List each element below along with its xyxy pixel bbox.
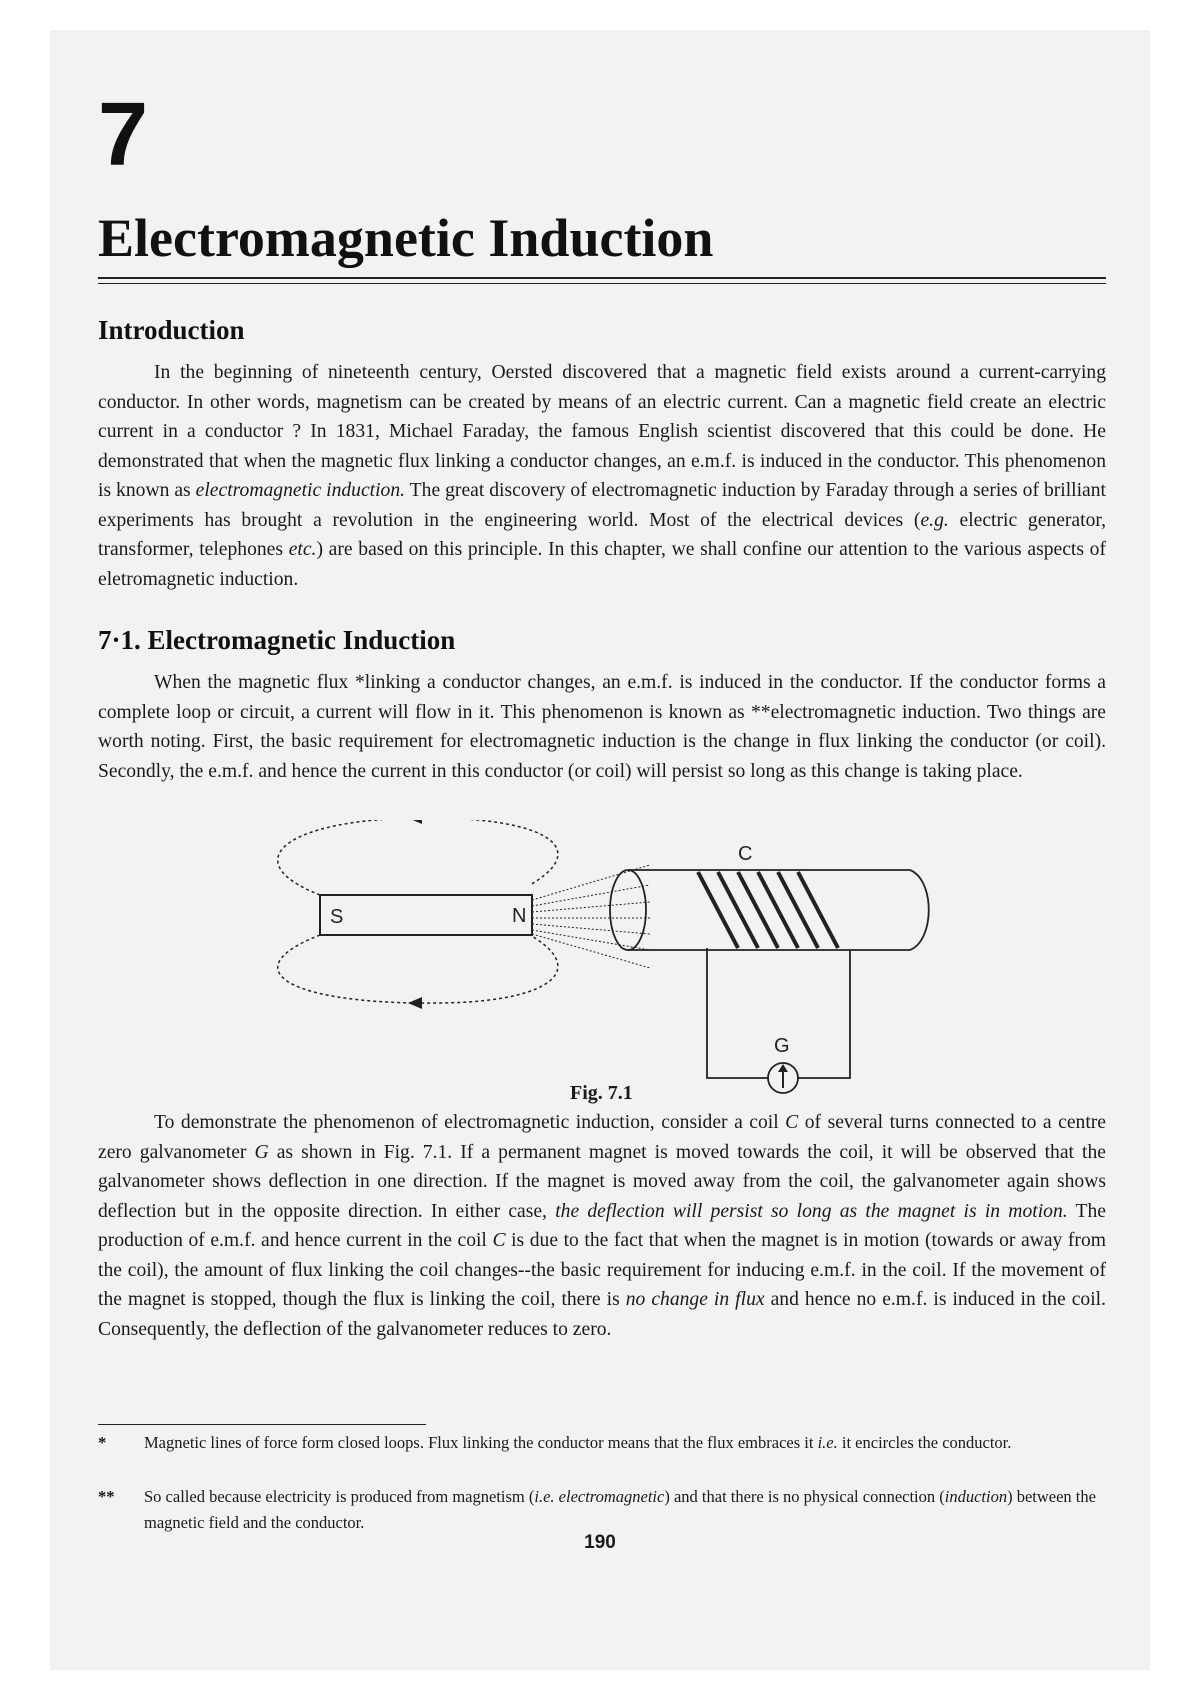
footnote-1 (98, 1430, 1106, 1456)
coil-windings (698, 872, 838, 948)
introduction-heading: Introduction (98, 315, 245, 345)
coil-end-left (610, 870, 646, 950)
figure-caption: Fig. 7.1 (570, 1082, 633, 1104)
figure-7-1-diagram (230, 820, 1010, 1120)
page-number: 190 (584, 1532, 616, 1553)
field-line-bottom (278, 935, 558, 1003)
chapter-number: 7 (98, 85, 149, 185)
galvanometer-label: G (774, 1035, 790, 1057)
coil-end-right (850, 870, 929, 950)
coil-label: C (738, 843, 753, 865)
footnote-1-text: Magnetic lines of force form closed loops. Flux linking the conductor means that the flux embraces it i.e. it encircles the conductor. (144, 1433, 1012, 1452)
term-emphasis: electromagnetic induction. (195, 480, 406, 501)
circuit-wire-left (707, 948, 768, 1078)
chapter-title: Electromagnetic Induction (98, 208, 714, 268)
introduction-paragraph: In the beginning of nineteenth century, Oersted discovered that a magnetic field exists around a current-carrying conductor. In other words, magnetism can be created by means of an electric current. Can a magnetic field create an electric current in a conductor ? In 1831, Michael Faraday, the famous English scientist discovered that this could be done. He demonstrated that when the magnetic flux linking a conductor changes, an e.m.f. is induced in the conductor. This phenomenon is known as electromagnetic induction. The great discovery of electromagnetic induction by Faraday through a series of brilliant experiments has brought a revolution in the engineering world. Most of the electrical devices (e.g. electric generator, transformer, telephones etc.) are based on this principle. In this chapter, we shall confine our attention to the various aspects of eletromagnetic induction. (98, 362, 1106, 590)
section-7-1-heading: 7·1. Electromagnetic Induction (98, 625, 456, 655)
demonstration-paragraph: To demonstrate the phenomenon of electromagnetic induction, consider a coil C of several turns connected to a centre zero galvanometer G as shown in Fig. 7.1. If a permanent magnet is moved towards the coil, it will be observed that the galvanometer shows deflection in one direction. If the magnet is moved away from the coil, the galvanometer again shows deflection but in the opposite direction. In either case, the deflection will persist so long as the magnet is in motion. The production of e.m.f. and hence current in the coil C is due to the fact that when the magnet is in motion (towards or away from the coil), the amount of flux linking the coil changes--the basic requirement for inducing e.m.f. in the coil. If the movement of the magnet is stopped, though the flux is linking the coil, there is no change in flux and hence no e.m.f. is induced in the coil. Consequently, the deflection of the galvanometer reduces to zero. (98, 1112, 1107, 1340)
book-page (50, 30, 1150, 1670)
title-rule-thick (98, 277, 1106, 279)
magnet-south-label: S (330, 906, 344, 928)
field-arrow-bottom (408, 997, 422, 1009)
field-arrow-top (408, 820, 422, 824)
footnote-rule (98, 1424, 426, 1425)
circuit-wire-right (798, 950, 850, 1078)
field-line-top (278, 820, 558, 895)
bar-magnet (320, 895, 532, 935)
section-7-1-paragraph: When the magnetic flux *linking a conductor changes, an e.m.f. is induced in the conductor. If the conductor forms a complete loop or circuit, a current will flow in it. This phenomenon is known as **electromagnetic induction. Two things are worth noting. First, the basic requirement for electromagnetic induction is the change in flux linking the conductor (or coil). Secondly, the e.m.f. and hence the current in this conductor (or coil) will persist so long as this change is taking place. (98, 672, 1106, 782)
flux-lines (532, 865, 650, 968)
footnote-2-text: So called because electricity is produced from magnetism (i.e. electromagnetic) and that there is no physical connection (induction) between the magnetic field and the conductor. (144, 1487, 1096, 1532)
title-rule-thin (98, 283, 1106, 284)
footnote-2 (98, 1484, 1106, 1536)
footnote-2-mark: ** (98, 1487, 115, 1506)
footnote-1-mark: * (98, 1433, 107, 1452)
magnet-north-label: N (512, 905, 527, 927)
